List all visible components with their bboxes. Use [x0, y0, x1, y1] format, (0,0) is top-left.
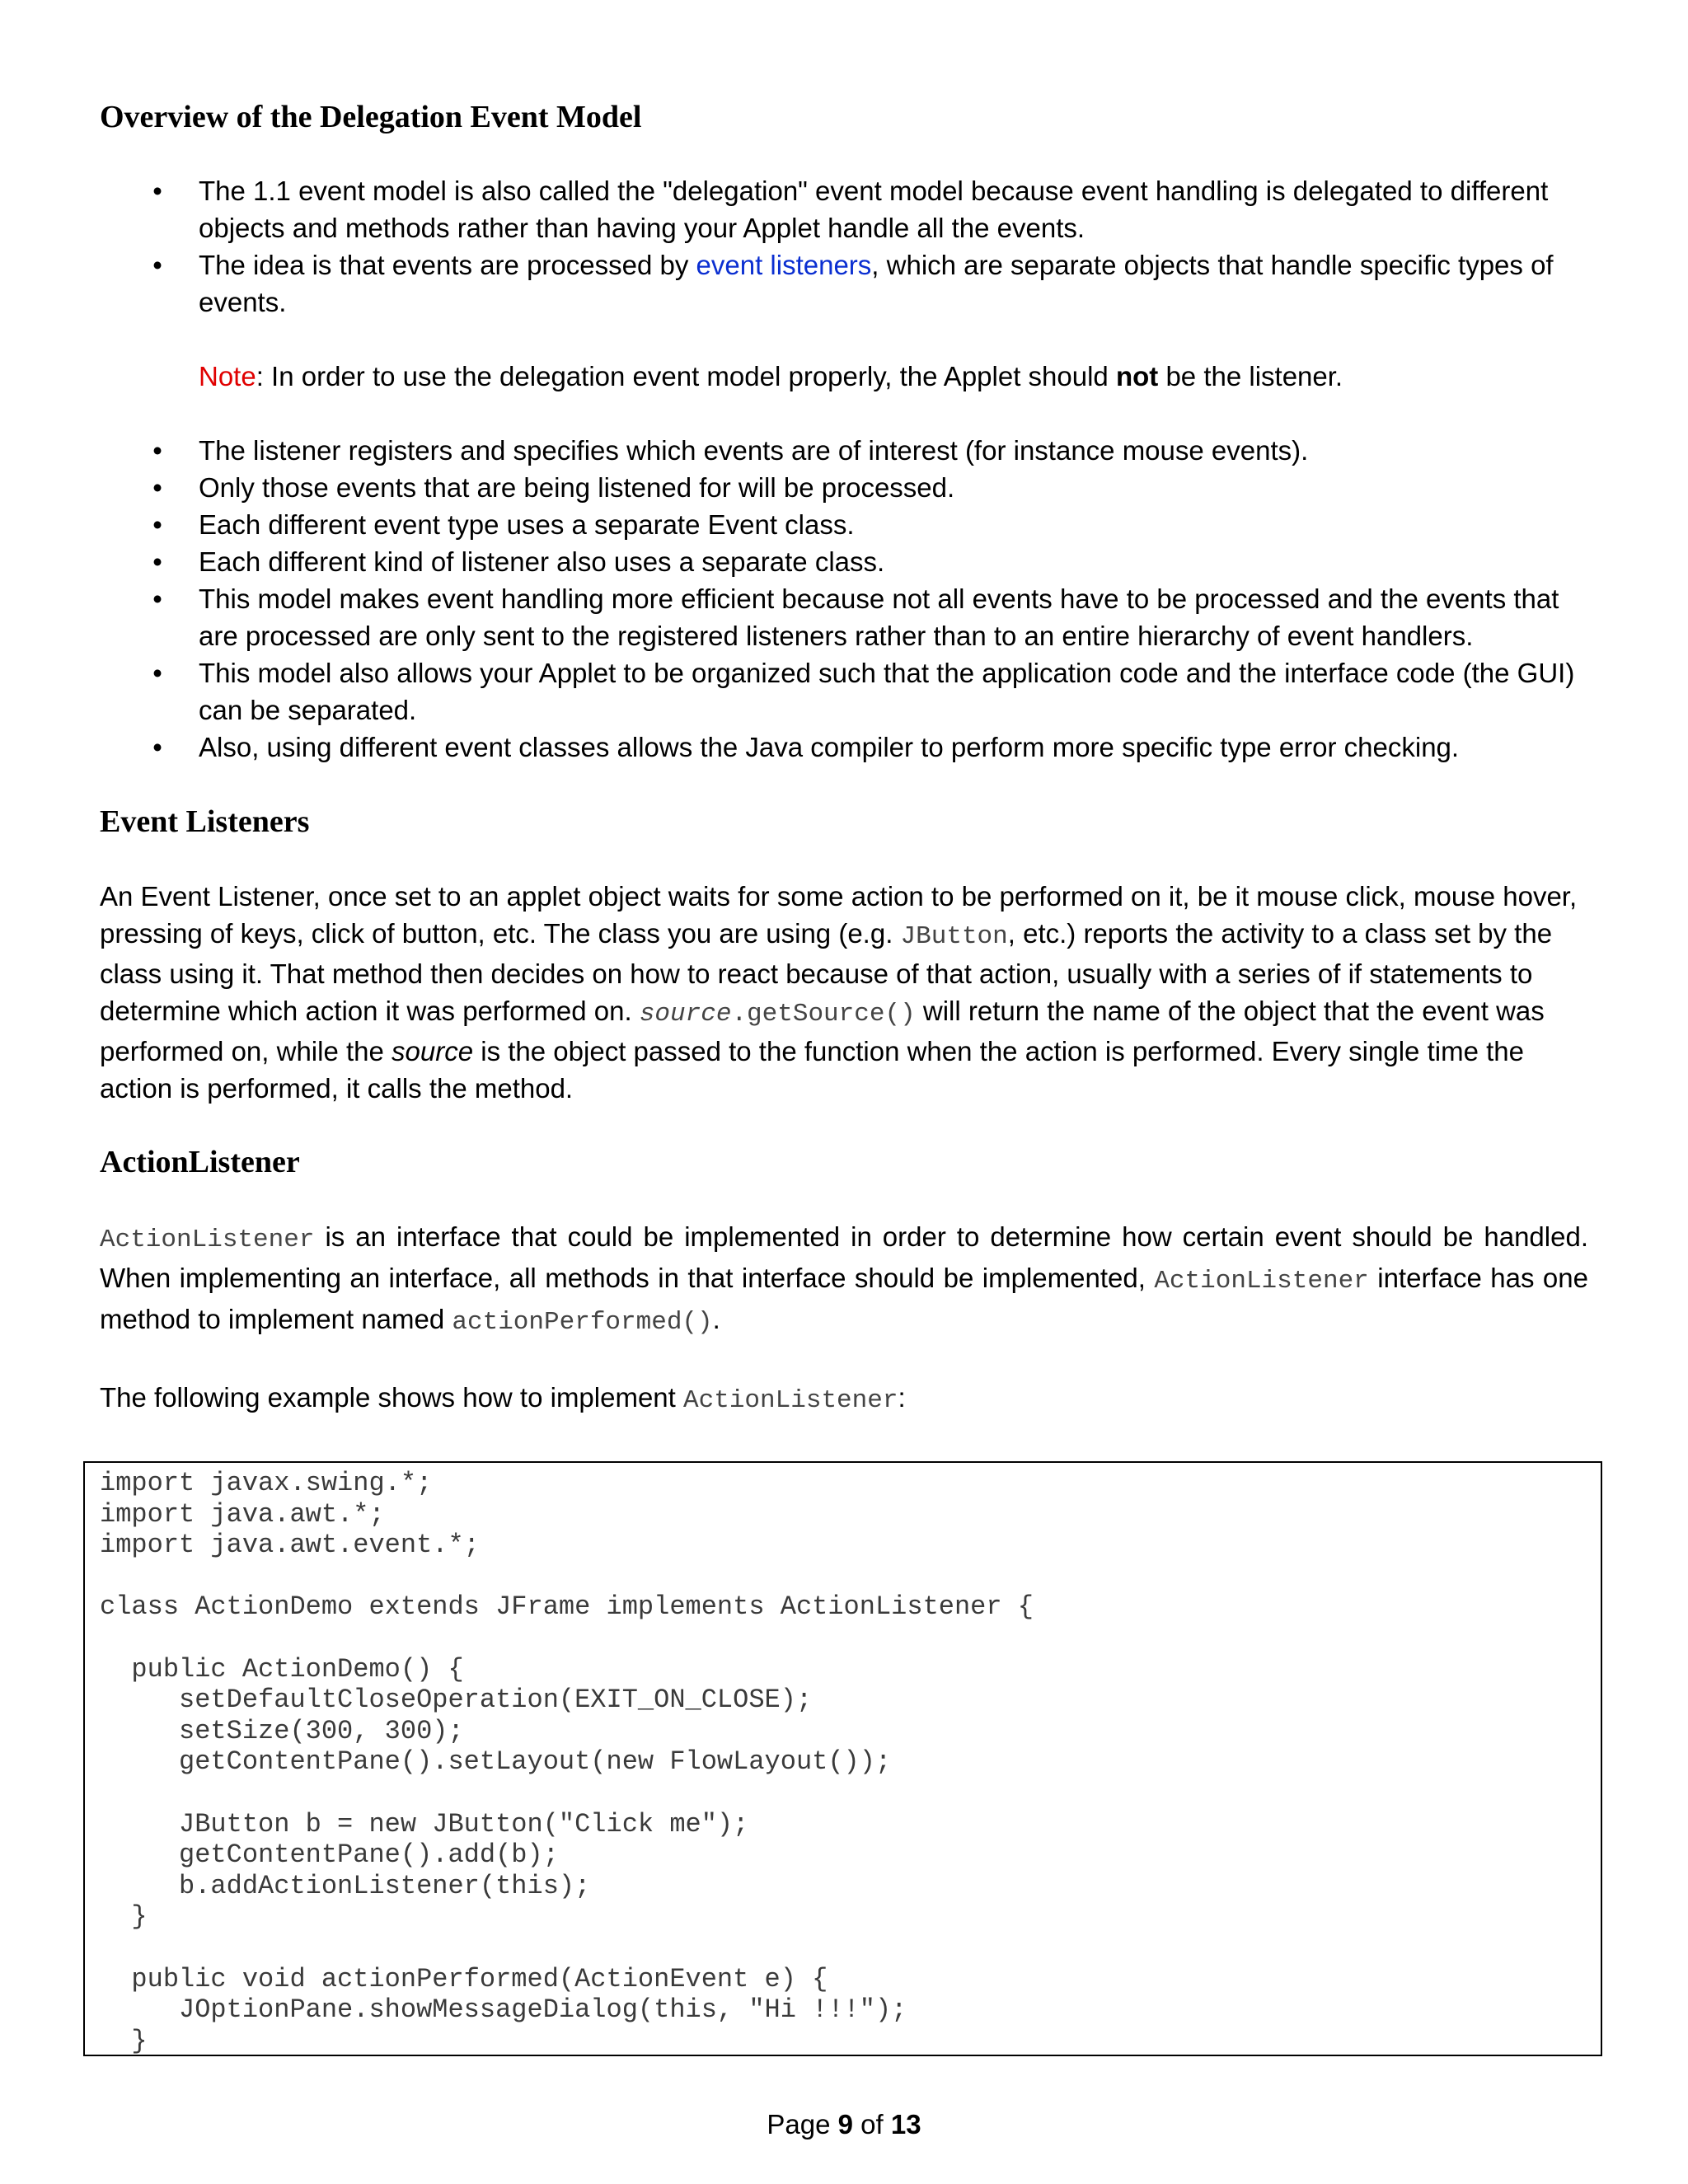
event-listeners-link[interactable]: event listeners — [696, 250, 872, 280]
inline-code: .getSource() — [731, 1000, 916, 1029]
heading-event-listeners: Event Listeners — [100, 804, 310, 839]
actionlistener-paragraph: ActionListener is an interface that could be implemented in order to determine how certain event should be handled. When implementing an interface, all methods in that interface should be implemented, ActionListener interface has one method to implement named actionPerformed(). — [100, 1221, 1588, 1337]
list-item: • Each different kind of listener also uses a separate class. — [100, 543, 1588, 580]
list-item: • Each different event type uses a separate Event class. — [100, 506, 1588, 543]
page-footer: Page 9 of 13 — [767, 2109, 921, 2139]
note-paragraph: Note: In order to use the delegation event model properly, the Applet should not be the listener. — [199, 361, 1343, 391]
inline-code: ActionListener — [1154, 1267, 1369, 1296]
example-intro: The following example shows how to implement ActionListener: — [100, 1382, 906, 1415]
overview-bullets-a — [100, 172, 1588, 321]
bullet-icon: • — [152, 472, 162, 503]
list-item: • The 1.1 event model is also called the "delegation" event model because event handling is delegated to different objects and methods rather than having your Applet handle all the events. — [100, 172, 1588, 246]
page-number: 9 — [837, 2109, 854, 2139]
heading-actionlistener: ActionListener — [100, 1145, 300, 1179]
heading-overview: Overview of the Delegation Event Model — [100, 100, 642, 134]
inline-code: actionPerformed() — [452, 1308, 713, 1337]
page-total: 13 — [890, 2109, 921, 2139]
overview-bullets-b — [100, 432, 1588, 766]
inline-code: ActionListener — [683, 1386, 898, 1415]
bullet-icon: • — [152, 509, 162, 540]
bullet-icon: • — [152, 435, 162, 466]
code-listing: import javax.swing.*; import java.awt.*; import java.awt.event.*; class ActionDemo extends JFrame implements ActionListener { public ActionDemo() { setDefaultCloseOperation(EXIT_ON_CLOSE); setSize(300, 300); getContentPane().setLayout(new FlowLayout()); JButton b = new JButton("Click me"); getContentPane().add(b); b.addActionListener(this); } public void actionPerformed(ActionEvent e) { JOptionPane.showMessageDialog(this, "Hi !!!"); } — [100, 1468, 1034, 2056]
bullet-icon: • — [152, 176, 162, 206]
bullet-icon: • — [152, 583, 162, 614]
list-item: • This model makes event handling more efficient because not all events have to be processed and the events that are processed are only sent to the registered listeners rather than to an entire hierarchy of event handlers. — [100, 580, 1588, 654]
event-listeners-paragraph: An Event Listener, once set to an applet object waits for some action to be performed on it, be it mouse click, mouse hover, pressing of keys, click of button, etc. The class you are using (e.g. JButton, etc.) reports the activity to a class set by the class using it. That method then decides on how to react because of that action, usually with a series of if statements to determine which action it was performed on. source.getSource() will return the name of the object that the event was performed on, while the source is the object passed to the function when the action is performed. Every single time the action is performed, it calls the method. — [100, 881, 1578, 1104]
bullet-icon: • — [152, 732, 162, 762]
note-label: Note — [199, 361, 256, 391]
list-item: • Also, using different event classes allows the Java compiler to perform more specific type error checking. — [100, 729, 1588, 766]
list-item: • The listener registers and specifies which events are of interest (for instance mouse events). — [100, 432, 1588, 469]
code-block — [83, 1461, 1602, 2056]
inline-code: source — [639, 1000, 732, 1029]
inline-code: JButton — [900, 922, 1008, 951]
list-item: • This model also allows your Applet to be organized such that the application code and the interface code (the GUI) can be separated. — [100, 654, 1588, 729]
inline-code: ActionListener — [100, 1226, 315, 1254]
list-item: • The idea is that events are processed by event listeners, which are separate objects that handle specific types of events. — [100, 246, 1588, 321]
page-content — [100, 97, 1588, 1419]
bullet-icon: • — [152, 250, 162, 280]
bullet-icon: • — [152, 658, 162, 688]
bullet-icon: • — [152, 546, 162, 577]
list-item: • Only those events that are being listened for will be processed. — [100, 469, 1588, 506]
